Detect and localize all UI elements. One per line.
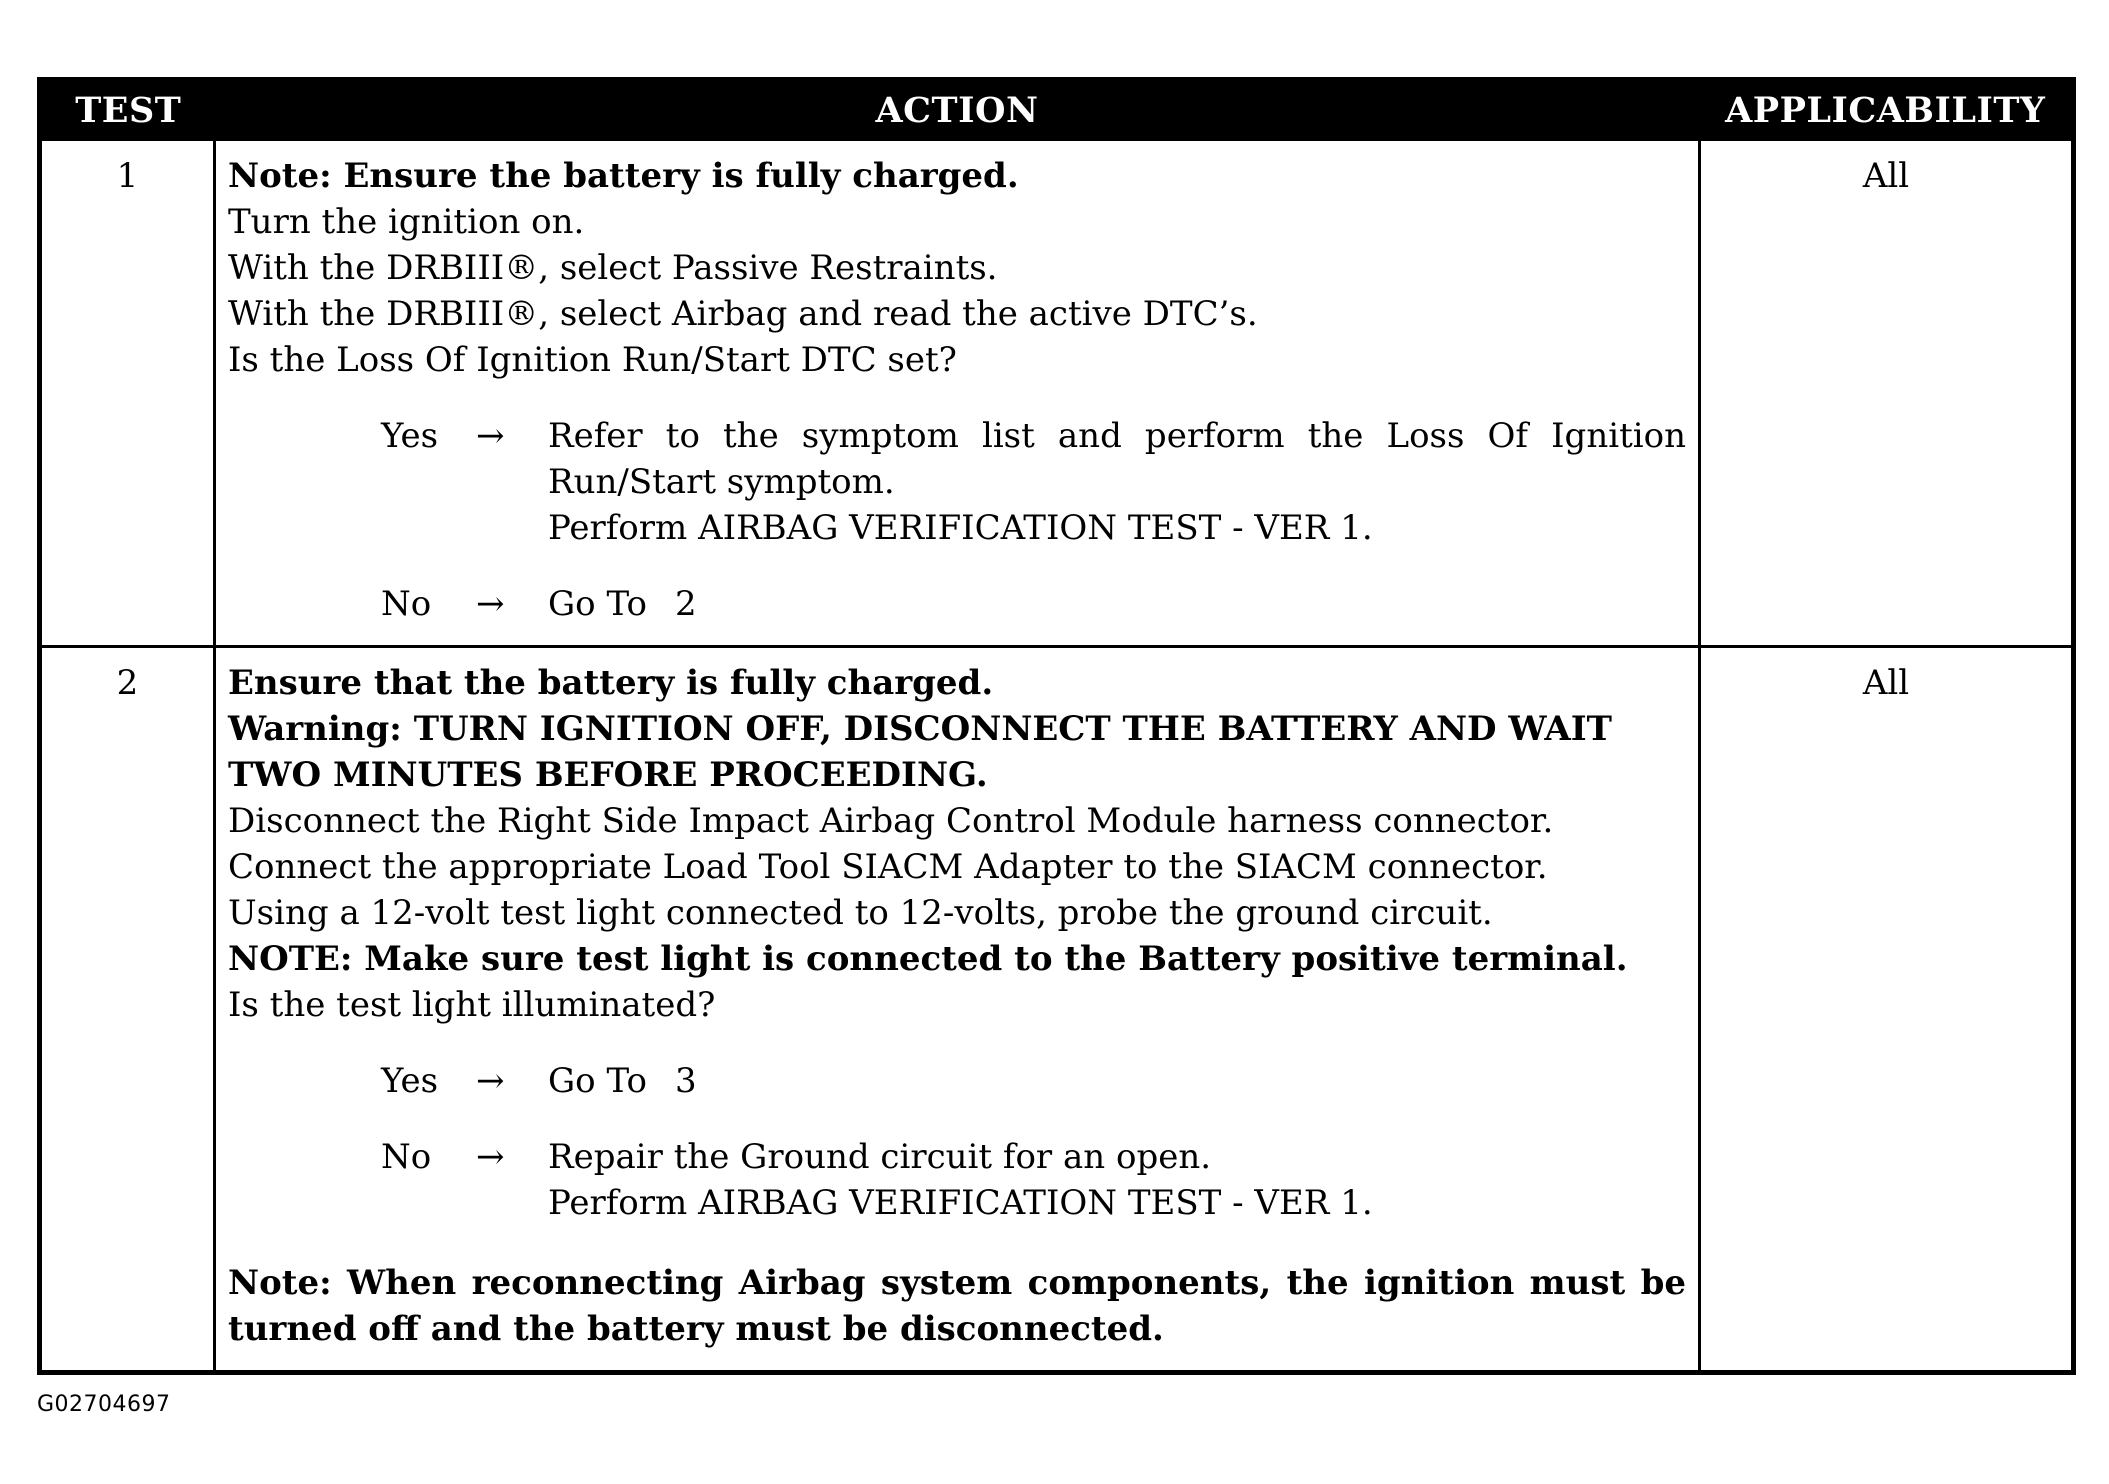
action-note: NOTE: Make sure test light is connected to the Battery positive terminal. <box>228 939 1628 979</box>
test-number: 2 <box>40 647 215 1373</box>
action-cell <box>215 647 1700 1373</box>
applicability-value: All <box>1700 647 2074 1373</box>
action-step: Turn the ignition on. <box>228 202 585 242</box>
header-applicability: APPLICABILITY <box>1700 80 2074 140</box>
figure-id: G02704697 <box>37 1392 171 1417</box>
outcome-label: No <box>381 584 432 624</box>
goto-text: Go To <box>548 1061 647 1101</box>
outcome-body <box>548 1134 1686 1226</box>
action-step: With the DRBIII®, select Airbag and read the active DTC’s. <box>228 294 1258 334</box>
outcome-body <box>548 581 1686 627</box>
closing-note-line: turned off and the battery must be disconnected. <box>228 1309 1164 1349</box>
action-question: Is the Loss Of Ignition Run/Start DTC set? <box>228 340 957 380</box>
outcome-body <box>548 413 1686 551</box>
closing-note <box>228 1260 1686 1352</box>
outcome-line: Perform AIRBAG VERIFICATION TEST - VER 1. <box>548 508 1373 548</box>
table-row-test-2 <box>40 647 2074 1373</box>
outcome-body <box>548 1058 1686 1104</box>
action-step: Using a 12-volt test light connected to 12-volts, probe the ground circuit. <box>228 893 1493 933</box>
action-warning: TWO MINUTES BEFORE PROCEEDING. <box>228 755 988 795</box>
action-warning: Warning: TURN IGNITION OFF, DISCONNECT THE BATTERY AND WAIT <box>228 709 1612 749</box>
arrow-right-icon: → <box>476 1061 505 1101</box>
goto-text: Go To <box>548 584 647 624</box>
action-note: Note: Ensure the battery is fully charged. <box>228 156 1019 196</box>
arrow-right-icon: → <box>476 584 505 624</box>
outcome-label: No <box>381 1137 432 1177</box>
arrow-right-icon: → <box>476 416 505 456</box>
applicability-value: All <box>1700 140 2074 647</box>
table-row-test-1 <box>40 140 2074 647</box>
goto-number: 3 <box>674 1061 697 1101</box>
outcome-line: Perform AIRBAG VERIFICATION TEST - VER 1. <box>548 1183 1373 1223</box>
outcome-no <box>228 581 1686 627</box>
action-step: Connect the appropriate Load Tool SIACM Adapter to the SIACM connector. <box>228 847 1548 887</box>
action-step: Disconnect the Right Side Impact Airbag Control Module harness connector. <box>228 801 1554 841</box>
outcome-yes <box>228 1058 1686 1104</box>
outcome-label: Yes <box>381 416 439 456</box>
test-number: 1 <box>40 140 215 647</box>
outcome-line: Run/Start symptom. <box>548 462 895 502</box>
diagnostic-test-table <box>37 77 2076 1375</box>
arrow-right-icon: → <box>476 1137 505 1177</box>
table-header-row <box>40 80 2074 140</box>
action-question: Is the test light illuminated? <box>228 985 716 1025</box>
action-cell <box>215 140 1700 647</box>
outcome-yes <box>228 413 1686 551</box>
action-note: Ensure that the battery is fully charged. <box>228 663 994 703</box>
header-test: TEST <box>40 80 215 140</box>
outcome-line: Repair the Ground circuit for an open. <box>548 1137 1212 1177</box>
header-action: ACTION <box>215 80 1700 140</box>
goto-number: 2 <box>674 584 697 624</box>
outcome-line: Refer to the symptom list and perform the Loss Of Ignition <box>548 416 1686 456</box>
outcome-label: Yes <box>381 1061 439 1101</box>
action-step: With the DRBIII®, select Passive Restraints. <box>228 248 998 288</box>
closing-note-line: Note: When reconnecting Airbag system components, the ignition must be <box>228 1263 1686 1303</box>
outcome-no <box>228 1134 1686 1226</box>
